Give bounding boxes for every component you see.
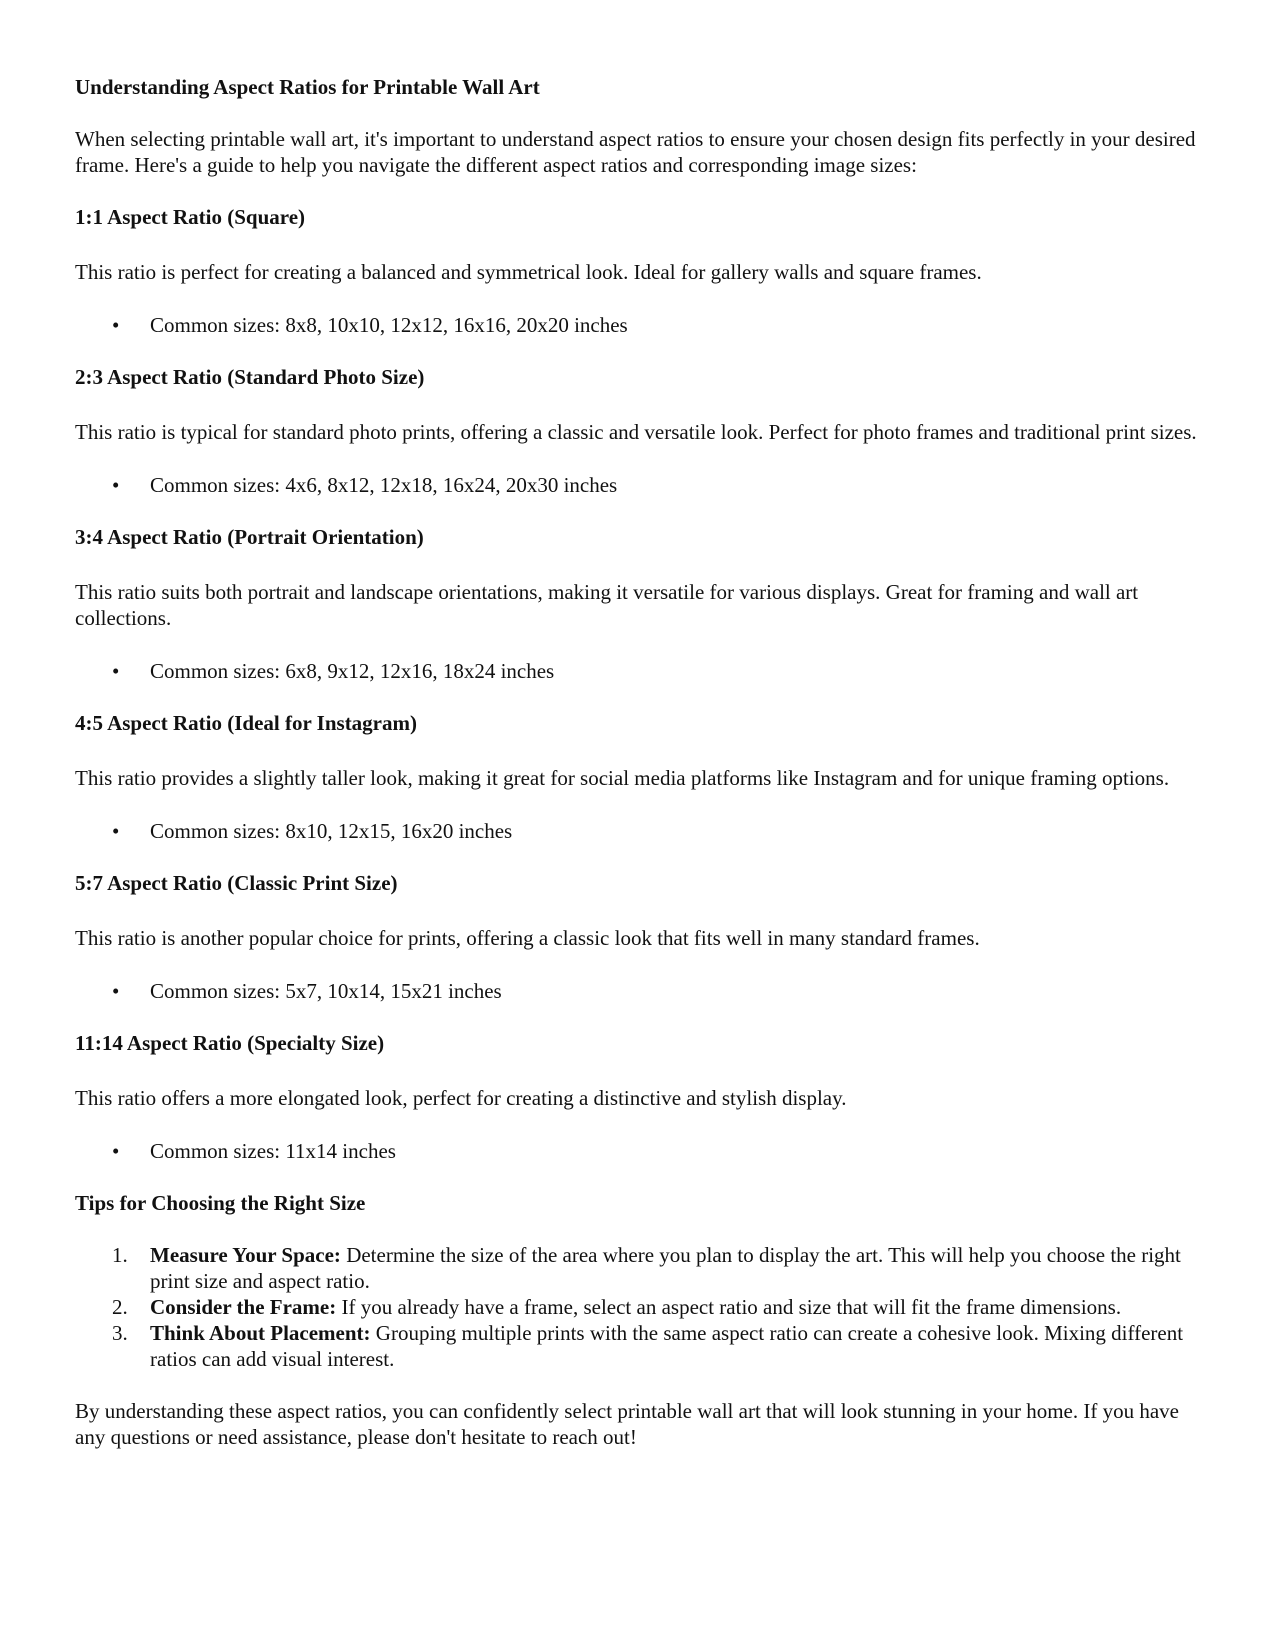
- sizes-list: [75, 978, 1205, 1004]
- sizes-text: Common sizes: 4x6, 8x12, 12x18, 16x24, 20x30 inches: [150, 473, 618, 497]
- tip-text: Grouping multiple prints with the same aspect ratio can create a cohesive look. Mixing different ratios can add visual interest.: [150, 1321, 1184, 1371]
- tip-text: Determine the size of the area where you plan to display the art. This will help you choose the right print size and aspect ratio.: [150, 1243, 1181, 1293]
- tips-heading: Tips for Choosing the Right Size: [75, 1191, 366, 1215]
- list-item: [75, 1320, 1205, 1372]
- section-heading: 1:1 Aspect Ratio (Square): [75, 205, 306, 229]
- section-heading: 3:4 Aspect Ratio (Portrait Orientation): [75, 525, 424, 549]
- bullet-icon: •: [112, 473, 120, 497]
- tip-label: Measure Your Space:: [150, 1243, 341, 1267]
- list-item: [75, 472, 1205, 498]
- section-square: [75, 204, 1205, 338]
- section-heading: 11:14 Aspect Ratio (Specialty Size): [75, 1031, 385, 1055]
- tips-section: [75, 1190, 1205, 1372]
- list-item: [75, 312, 1205, 338]
- section-heading: 4:5 Aspect Ratio (Ideal for Instagram): [75, 711, 417, 735]
- list-number: 2.: [112, 1295, 128, 1319]
- tip-label: Consider the Frame:: [150, 1295, 337, 1319]
- tip-label: Think About Placement:: [150, 1321, 371, 1345]
- section-heading: 2:3 Aspect Ratio (Standard Photo Size): [75, 365, 425, 389]
- section-standard-photo: [75, 364, 1205, 498]
- section-description: This ratio provides a slightly taller look, making it great for social media platforms like Instagram and for unique framing options.: [75, 766, 1170, 790]
- section-classic-print: [75, 870, 1205, 1004]
- sizes-list: [75, 818, 1205, 844]
- list-item: [75, 978, 1205, 1004]
- list-number: 3.: [112, 1321, 128, 1345]
- list-item: [75, 1294, 1205, 1320]
- section-specialty: [75, 1030, 1205, 1164]
- section-description: This ratio is perfect for creating a balanced and symmetrical look. Ideal for gallery walls and square frames.: [75, 260, 982, 284]
- bullet-icon: •: [112, 979, 120, 1003]
- bullet-icon: •: [112, 659, 120, 683]
- sizes-text: Common sizes: 6x8, 9x12, 12x16, 18x24 inches: [150, 659, 555, 683]
- section-heading: 5:7 Aspect Ratio (Classic Print Size): [75, 871, 398, 895]
- bullet-icon: •: [112, 313, 120, 337]
- sizes-list: [75, 658, 1205, 684]
- sizes-text: Common sizes: 5x7, 10x14, 15x21 inches: [150, 979, 502, 1003]
- section-description: This ratio suits both portrait and landscape orientations, making it versatile for various displays. Great for framing and wall art collections.: [75, 580, 1139, 630]
- sizes-list: [75, 312, 1205, 338]
- list-item: [75, 818, 1205, 844]
- bullet-icon: •: [112, 819, 120, 843]
- sizes-list: [75, 472, 1205, 498]
- document-page: [75, 74, 1205, 1450]
- list-number: 1.: [112, 1243, 128, 1267]
- sizes-list: [75, 1138, 1205, 1164]
- section-portrait: [75, 524, 1205, 684]
- section-instagram: [75, 710, 1205, 844]
- intro-paragraph: When selecting printable wall art, it's important to understand aspect ratios to ensure your chosen design fits perfectly in your desired frame. Here's a guide to help you navigate the different aspect ratios and corresponding image sizes:: [75, 127, 1196, 177]
- closing-paragraph: By understanding these aspect ratios, you can confidently select printable wall art that will look stunning in your home. If you have any questions or need assistance, please don't hesitate to reach out!: [75, 1399, 1179, 1449]
- sizes-text: Common sizes: 8x10, 12x15, 16x20 inches: [150, 819, 513, 843]
- tip-text: If you already have a frame, select an aspect ratio and size that will fit the frame dimensions.: [336, 1295, 1122, 1319]
- sizes-text: Common sizes: 11x14 inches: [150, 1139, 396, 1163]
- document-title: Understanding Aspect Ratios for Printable Wall Art: [75, 75, 540, 99]
- list-item: [75, 1138, 1205, 1164]
- tips-list: [75, 1242, 1205, 1372]
- section-description: This ratio offers a more elongated look, perfect for creating a distinctive and stylish display.: [75, 1086, 847, 1110]
- section-description: This ratio is another popular choice for prints, offering a classic look that fits well in many standard frames.: [75, 926, 980, 950]
- sizes-text: Common sizes: 8x8, 10x10, 12x12, 16x16, 20x20 inches: [150, 313, 628, 337]
- section-description: This ratio is typical for standard photo prints, offering a classic and versatile look. Perfect for photo frames and traditional print sizes.: [75, 420, 1197, 444]
- list-item: [75, 658, 1205, 684]
- bullet-icon: •: [112, 1139, 120, 1163]
- list-item: [75, 1242, 1205, 1294]
